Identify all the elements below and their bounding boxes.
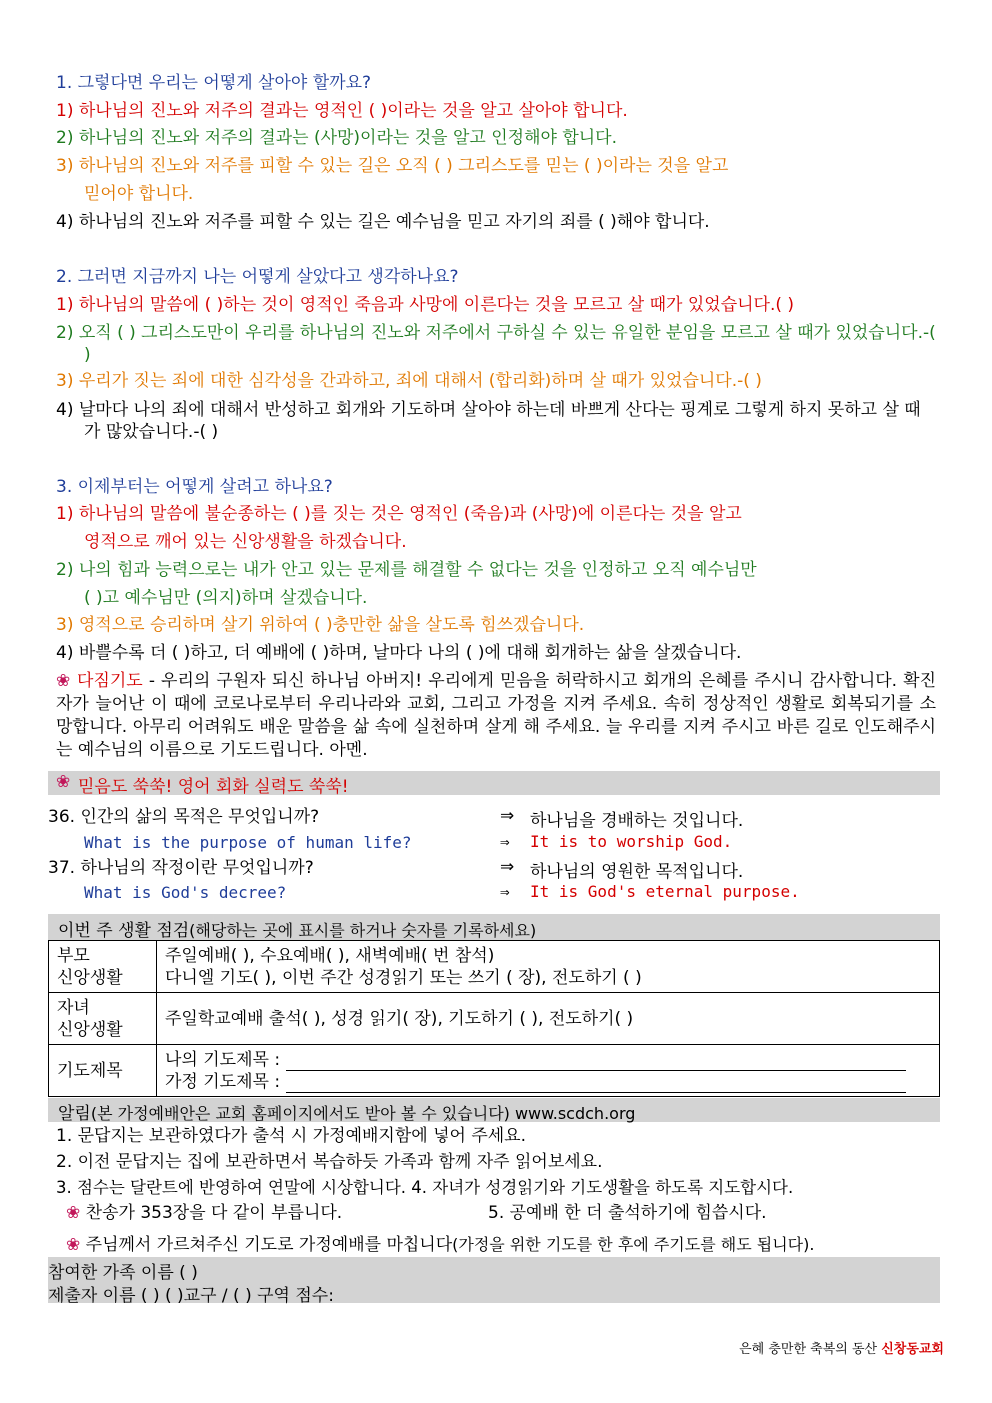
arrow-icon: ⇒ (500, 832, 510, 851)
arrow-icon: ⇒ (500, 882, 510, 901)
closing-note: (가정을 위한 기도를 한 후에 주기도를 해도 됩니다). (452, 1235, 815, 1254)
church-name: 신창동교회 (881, 1342, 944, 1357)
section2-item-3: 3) 우리가 짓는 죄에 대한 심각성을 간과하고, 죄에 대해서 (합리화)하며 살 때가 있었습니다.-( ) (56, 371, 762, 391)
family-prayer-field[interactable] (286, 1077, 906, 1093)
table-row (49, 1045, 940, 1097)
section3-heading: 3. 이제부터는 어떻게 살려고 하나요? (56, 477, 333, 497)
prayer-topics-cell[interactable] (157, 1045, 940, 1097)
qa-36-question-ko: 36. 인간의 삶의 목적은 무엇입니까? (48, 807, 320, 827)
hymn-text: 찬송가 353장을 다 같이 부릅니다. (85, 1203, 343, 1223)
hymn-line (66, 1202, 342, 1224)
notice-title-note: (본 가정예배안은 교회 홈페이지에서도 받아 볼 수 있습니다) www.scdch.org (90, 1104, 636, 1123)
notice-title: 알림 (58, 1104, 91, 1124)
closing-text: 주님께서 가르쳐주신 기도로 가정예배를 마칩니다 (85, 1235, 453, 1255)
my-prayer-label: 나의 기도제목 : (165, 1049, 281, 1070)
english-banner-bar (48, 771, 940, 795)
family-prayer-label: 가정 기도제목 : (165, 1071, 281, 1092)
arrow-icon: ⇒ (500, 857, 515, 877)
section1-heading: 1. 그렇다면 우리는 어떻게 살아야 할까요? (56, 73, 372, 93)
row-label-parent: 부모 신앙생활 (49, 941, 157, 993)
table-row (49, 993, 940, 1045)
notice-title-bar (48, 1098, 940, 1122)
parent-checklist-cell[interactable]: 주일예배( ), 수요예배( ), 새벽예배( 번 참석) 다니엘 기도( ), 이번 주간 성경읽기 또는 쓰기 ( 장), 전도하기 ( ) (157, 941, 940, 993)
flower-icon: ❀ (66, 1235, 81, 1255)
section3-item-1-cont: 영적으로 깨어 있는 신앙생활을 하겠습니다. (84, 532, 407, 552)
section1-item-3-cont: 믿어야 합니다. (84, 184, 194, 204)
section2-item-2: 2) 오직 ( ) 그리스도만이 우리를 하나님의 진노와 저주에서 구하실 수 있는 유일한 분임을 모르고 살 때가 있었습니다.-( ) (56, 323, 936, 365)
submitter-field[interactable]: 제출자 이름 ( ) ( )교구 / ( ) 구역 점수: (48, 1286, 334, 1306)
section1-item-1: 1) 하나님의 진노와 저주의 결과는 영적인 ( )이라는 것을 알고 살아야 합니다. (56, 101, 628, 121)
notice-item-5: 5. 공예배 한 더 출석하기에 힘씁시다. (488, 1203, 767, 1223)
my-prayer-field[interactable] (286, 1055, 906, 1071)
table-row (49, 941, 940, 993)
section2-heading: 2. 그러면 지금까지 나는 어떻게 살았다고 생각하나요? (56, 267, 459, 287)
prayer-text: - 우리의 구원자 되신 하나님 아버지! 우리에게 믿음을 허락하시고 회개의 은혜를 주시니 감사합니다. 확진자가 늘어난 이 때에 코로나로부터 우리나라와 교회, 그리고 가정을 지켜 주세요. 속히 정상적인 생활로 회복되기를 소망합니다. 아무리 어려워도 배운 말씀을 삶 속에 실천하며 살게 해 주세요. 늘 우리를 지켜 주시고 바른 길로 인도해주시는 예수님의 이름으로 기도드립니다. 아멘. (56, 671, 937, 760)
section3-item-1: 1) 하나님의 말씀에 불순종하는 ( )를 짓는 것은 영적인 (죽음)과 (사망)에 이른다는 것을 알고 (56, 504, 742, 524)
notice-item-2: 2. 이전 문답지는 집에 보관하면서 복습하듯 가족과 함께 자주 읽어보세요. (56, 1152, 603, 1172)
qa-37-question-en: What is God's decree? (84, 883, 287, 902)
row-label-child: 자녀 신앙생활 (49, 993, 157, 1045)
prayer-title: 다짐기도 (77, 671, 143, 691)
flower-icon: ❀ (56, 671, 71, 691)
checklist-title-note: (해당하는 곳에 표시를 하거나 숫자를 기록하세요) (189, 921, 537, 940)
english-banner-title: 믿음도 쑥쑥! 영어 회화 실력도 쑥쑥! (78, 777, 349, 797)
flower-icon: ❀ (56, 772, 71, 792)
row-label-prayer: 기도제목 (49, 1045, 157, 1097)
section1-item-4: 4) 하나님의 진노와 저주를 피할 수 있는 길은 예수님을 믿고 자기의 죄를 ( )해야 합니다. (56, 212, 710, 232)
family-names-field[interactable]: 참여한 가족 이름 ( ) (48, 1263, 198, 1283)
checklist-title-bar (48, 914, 940, 940)
qa-36-question-en: What is the purpose of human life? (84, 833, 412, 852)
section1-item-2: 2) 하나님의 진노와 저주의 결과는 (사망)이라는 것을 알고 인정해야 합니다. (56, 128, 617, 148)
qa-37-answer-ko: 하나님의 영원한 목적입니다. (530, 862, 744, 882)
qa-37-question-ko: 37. 하나님의 작정이란 무엇입니까? (48, 858, 314, 878)
checklist-title: 이번 주 생활 점검 (58, 921, 190, 941)
arrow-icon: ⇒ (500, 806, 515, 826)
qa-36-answer-en: It is to worship God. (530, 832, 733, 851)
section2-item-1: 1) 하나님의 말씀에 ( )하는 것이 영적인 죽음과 사망에 이른다는 것을 모르고 살 때가 있었습니다.( ) (56, 295, 795, 315)
commitment-prayer (56, 670, 936, 762)
flower-icon: ❀ (66, 1203, 81, 1223)
section3-item-2-cont: ( )고 예수님만 (의지)하며 살겠습니다. (84, 588, 368, 608)
notice-item-1: 1. 문답지는 보관하였다가 출석 시 가정예배지함에 넣어 주세요. (56, 1126, 526, 1146)
qa-37-answer-en: It is God's eternal purpose. (530, 882, 800, 901)
section2-item-4: 4) 날마다 나의 죄에 대해서 반성하고 회개와 기도하며 살아야 하는데 바쁘게 산다는 핑계로 그렇게 하지 못하고 살 때가 많았습니다.-( ) (56, 400, 921, 442)
footer (739, 1338, 944, 1357)
closing-line (66, 1234, 814, 1256)
child-checklist-cell[interactable]: 주일학교예배 출석( ), 성경 읽기( 장), 기도하기 ( ), 전도하기( ) (157, 993, 940, 1045)
footer-slogan: 은혜 충만한 축복의 동산 (739, 1342, 878, 1357)
section3-item-2: 2) 나의 힘과 능력으로는 내가 안고 있는 문제를 해결할 수 없다는 것을 인정하고 오직 예수님만 (56, 560, 757, 580)
section3-item-3: 3) 영적으로 승리하며 살기 위하여 ( )충만한 삶을 살도록 힘쓰겠습니다. (56, 615, 585, 635)
qa-36-answer-ko: 하나님을 경배하는 것입니다. (530, 811, 744, 831)
checklist-table (48, 940, 940, 1097)
notice-item-3: 3. 점수는 달란트에 반영하여 연말에 시상합니다. 4. 자녀가 성경읽기와 기도생활을 하도록 지도합시다. (56, 1178, 794, 1197)
section3-item-4: 4) 바쁠수록 더 ( )하고, 더 예배에 ( )하며, 날마다 나의 ( )에 대해 회개하는 삶을 살겠습니다. (56, 643, 742, 663)
submission-bar (48, 1257, 940, 1306)
section1-item-3: 3) 하나님의 진노와 저주를 피할 수 있는 길은 오직 ( ) 그리스도를 믿는 ( )이라는 것을 알고 (56, 156, 729, 176)
